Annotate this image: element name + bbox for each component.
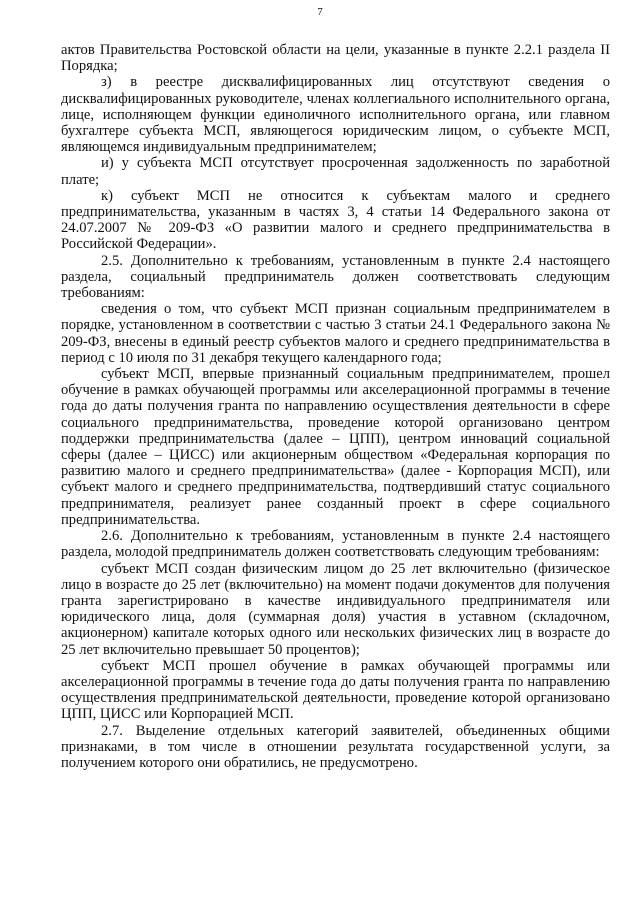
paragraph-2-5-req-2: субъект МСП, впервые признанный социальным предпринимателем, прошел обучение в рамках обучающей программы или акселерационной программы в течение года до даты получения гранта по направлению осуществления деятельности в сфере социального предпринимательства, проведение которой организовано центром поддержки предпринимательства (далее – ЦПП), центром инноваций социальной сферы (далее – ЦИСС) или акционерным обществом «Федеральная корпорация по развитию малого и среднего предпринимательства» (далее - Корпорация МСП), или субъект малого и среднего предпринимательства, подтвердивший статус социального предпринимателя, реализует ранее созданный проект в сфере социального предпринимательства.	[61, 366, 610, 528]
paragraph-2-6-req-2: субъект МСП прошел обучение в рамках обучающей программы или акселерационной программы в течение года до даты получения гранта по направлению осуществления предпринимательской деятельности, проведение которой организовано ЦПП, ЦИСС или Корпорацией МСП.	[61, 657, 610, 723]
paragraph-2-5-req-1: сведения о том, что субъект МСП признан социальным предпринимателем в порядке, установленном в соответствии с частью 3 статьи 24.1 Федерального закона № 209-ФЗ, внесены в единый реестр субъектов малого и среднего предпринимательства в период с 10 июля по 31 декабря текущего календарного года;	[61, 301, 610, 366]
paragraph-2-5: 2.5. Дополнительно к требованиям, установленным в пункте 2.4 настоящего раздела, социальный предприниматель должен соответствовать следующим требованиям:	[61, 252, 610, 302]
paragraph-2-6-req-1: субъект МСП создан физическим лицом до 25 лет включительно (физическое лицо в возрасте до 25 лет (включительно) на момент подачи документов для получения гранта зарегистрировано в качестве индивидуального предпринимателя или юридического лица, доля (суммарная доля) участия в уставном (складочном, акционерном) капитале которых одного или нескольких физических лиц в возрасте до 25 лет включительно превышает 50 процентов);	[61, 560, 610, 658]
paragraph-2-7: 2.7. Выделение отдельных категорий заявителей, объединенных общими признаками, в том числе в отношении результата государственной услуги, за получением которого они обратились, не предусмотрено.	[61, 722, 610, 771]
paragraph-item-z: з) в реестре дисквалифицированных лиц отсутствуют сведения о дисквалифицированных руководителе, членах коллегиального исполнительного органа, лице, исполняющем функции единоличного исполнительного органа, или главном бухгалтере субъекта МСП, являющегося юридическим лицом, о субъекте МСП, являющемся индивидуальным предпринимателем;	[61, 74, 610, 156]
document-body	[61, 42, 610, 771]
paragraph-item-i: и) у субъекта МСП отсутствует просроченная задолженность по заработной плате;	[61, 155, 610, 188]
page-number: 7	[317, 6, 323, 18]
paragraph-item-k: к) субъект МСП не относится к субъектам малого и среднего предпринимательства, указанным в частях 3, 4 статьи 14 Федерального закона от 24.07.2007 № 209-ФЗ «О развитии малого и среднего предпринимательства в Российской Федерации».	[61, 187, 610, 253]
paragraph-2-6: 2.6. Дополнительно к требованиям, установленным в пункте 2.4 настоящего раздела, молодой предприниматель должен соответствовать следующим требованиям:	[61, 528, 610, 561]
paragraph-continuation: актов Правительства Ростовской области на цели, указанные в пункте 2.2.1 раздела II Порядка;	[61, 42, 610, 75]
